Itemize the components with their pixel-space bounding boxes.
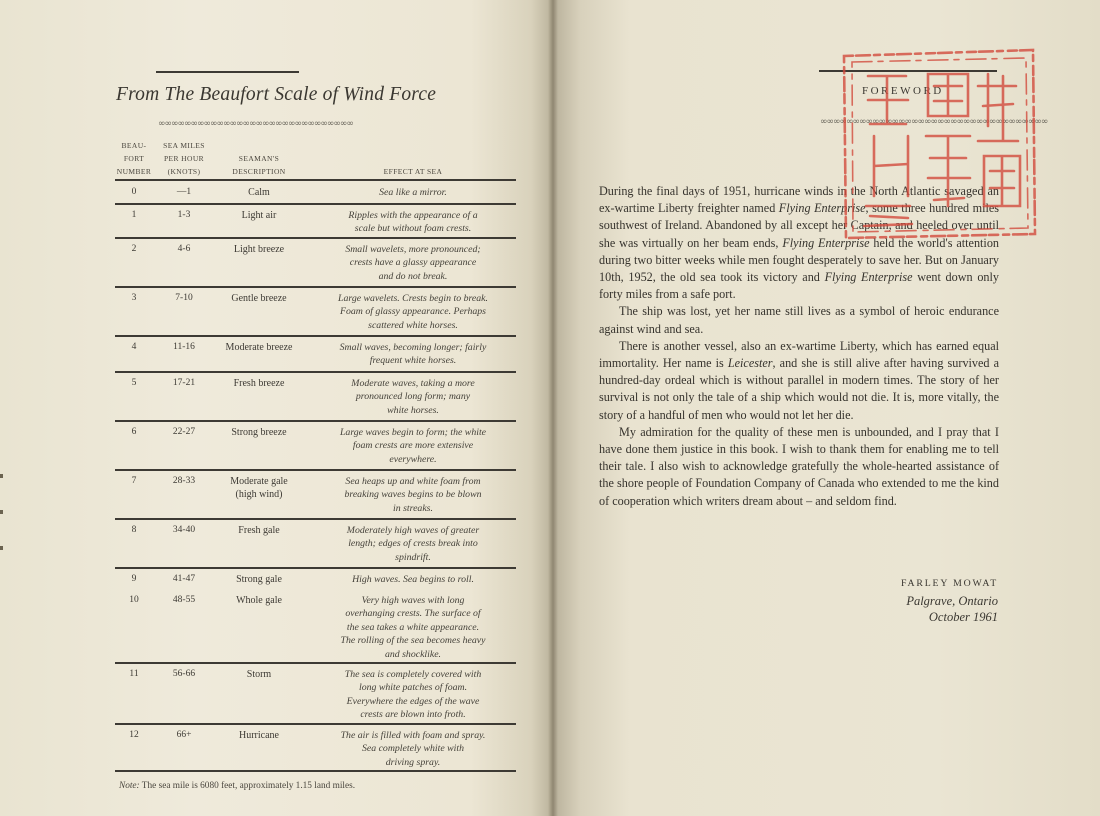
knots-value: 48-55 [172,595,196,605]
table-row [115,288,516,337]
knots-value: 11-16 [173,342,195,352]
table-note [119,781,355,791]
knots-value: 28-33 [172,476,196,486]
effect-at-sea-line: driving spray. [385,756,441,768]
note-label: Note: [119,781,140,791]
effect-at-sea-line: frequent white horses. [369,355,457,367]
seaman-description-line: Fresh breeze [233,378,285,389]
header-knots-line: PER HOUR [163,154,205,163]
effect-at-sea [315,573,511,586]
knots-value: 56-66 [172,669,196,679]
seaman-description-line: Storm [246,669,272,680]
header-knots-line: SEA MILES [163,141,205,150]
header-effect: EFFECT AT SEA [383,167,443,176]
beaufort-number: 7 [131,476,137,486]
effect-at-sea-line: scattered white horses. [368,319,458,331]
row-divider [115,770,516,772]
paragraph-text: There is another vessel, also an ex-wartime Liberty, which has earned equal immortality. Her name is [599,338,999,371]
effect-at-sea-line: length; edges of crests break into [348,538,478,550]
note-text: The sea mile is 6080 feet, approximately 1.15 land miles. [139,781,356,791]
table-row [115,182,516,205]
effect-at-sea [315,524,511,564]
effect-at-sea-line: Small waves, becoming longer; fairly [339,342,487,353]
red-seal-stamp-icon [838,46,1038,240]
table-row [115,664,516,725]
knots-value: 34-40 [172,525,196,535]
header-knots-line: (KNOTS) [167,167,201,176]
knots-value: 7-10 [175,293,193,303]
effect-at-sea [315,341,511,368]
page-edge-mark [0,510,3,514]
header-number-line: BEAU- [121,141,147,150]
seaman-description [211,186,307,199]
seaman-description [211,377,307,390]
seaman-description [211,475,307,502]
beaufort-number: 11 [129,669,139,679]
signature-date: October 1961 [928,610,998,624]
effect-at-sea-line: Large wavelets. Crests begin to break. [338,293,488,304]
page-edge-mark [0,474,3,478]
seaman-description-line: Light air [241,210,277,221]
seaman-description-line: Whole gale [236,595,282,606]
effect-at-sea-line: white horses. [387,404,439,416]
effect-at-sea-line: Large waves begin to form; the white [339,427,487,438]
ship-name: Flying Enterprise [824,270,913,285]
effect-at-sea-line: The rolling of the sea becomes heavy [340,635,486,647]
effect-at-sea-line: Moderately high waves of greater [346,525,480,536]
title-rule [156,71,299,73]
effect-at-sea-line: in streaks. [393,502,433,514]
effect-at-sea-line: everywhere. [389,453,437,465]
effect-at-sea-line: pronounced long form; many [355,391,471,403]
ornament-divider-icon: ∞∞∞∞∞∞∞∞∞∞∞∞∞∞∞∞∞∞∞∞∞∞∞∞∞∞∞∞∞∞ [158,119,353,129]
seaman-description [211,243,307,256]
seaman-description [211,341,307,354]
effect-at-sea-line: the sea takes a white appearance. [346,621,480,633]
seaman-description-line: Moderate gale [230,476,288,487]
effect-at-sea-line: High waves. Sea begins to roll. [352,574,474,585]
effect-at-sea-line: long white patches of foam. [358,682,468,694]
effect-at-sea [315,186,511,199]
header-number-line: FORT [123,154,145,163]
signature-name: FARLEY MOWAT [901,578,998,589]
knots-value: 4-6 [177,244,191,254]
header-rule [115,179,516,181]
table-row [115,373,516,422]
paragraph-text: The ship was lost, yet her name still lives as a symbol of heroic endurance against wind and sea. [599,304,999,336]
paragraph-text: , some three hundred miles southwest of Ireland. Abandoned by all except her Captain, and heeled over until she was virtually on her beam ends, [599,201,999,250]
beaufort-number: 4 [131,342,137,352]
knots-value: 1-3 [177,210,191,220]
effect-at-sea [315,292,511,332]
beaufort-number: 10 [129,595,139,605]
beaufort-number: 12 [129,730,139,740]
effect-at-sea-line: Sea like a mirror. [379,187,447,198]
ship-name: Flying Enterprise [782,235,870,250]
effect-at-sea [315,426,511,466]
knots-value: —1 [176,187,192,197]
foreword-paragraph [599,338,999,424]
effect-at-sea-line: The air is filled with foam and spray. [340,730,486,741]
table-row [115,471,516,520]
seaman-description-line: Calm [248,187,270,198]
effect-at-sea [315,377,511,417]
table-row [115,520,516,569]
effect-at-sea-line: The sea is completely covered with [344,669,482,680]
seaman-description-line: Hurricane [239,730,279,741]
effect-at-sea-line: Foam of glassy appearance. Perhaps [340,306,486,318]
ornament-divider-icon: ∞∞∞∞∞∞∞∞∞∞∞∞∞∞∞∞∞∞∞∞∞∞∞∞∞∞∞∞∞∞∞∞∞∞∞ [820,117,1048,127]
effect-at-sea [315,243,511,283]
effect-at-sea-line: spindrift. [395,551,431,563]
seaman-description [211,668,307,681]
header-description-line: SEAMAN'S [238,154,280,163]
beaufort-number: 8 [131,525,137,535]
table-row [115,725,516,772]
paragraph-text: During the final days of 1951, hurricane winds in the North Atlantic savaged an ex-wartime Liberty freighter named [599,184,999,216]
seaman-description [211,426,307,439]
knots-value: 66+ [176,730,192,740]
effect-at-sea-line: Sea heaps up and white foam from [345,476,481,487]
header-number-line: NUMBER [116,167,152,176]
effect-at-sea-line: breaking waves begins to be blown [344,489,482,501]
table-row [115,590,516,664]
foreword-paragraph [599,424,999,510]
effect-at-sea [315,668,511,722]
beaufort-title: From The Beaufort Scale of Wind Force [116,84,437,105]
effect-at-sea-line: Very high waves with long [361,595,465,606]
effect-at-sea-line: Ripples with the appearance of a [348,210,478,221]
effect-at-sea-line: crests are blown into froth. [360,709,466,721]
beaufort-number: 6 [131,427,137,437]
table-row [115,422,516,471]
beaufort-number: 1 [131,210,137,220]
beaufort-number: 5 [131,378,137,388]
ship-name: Flying Enterprise [778,201,866,216]
effect-at-sea-line: and shocklike. [384,648,442,660]
paragraph-text: My admiration for the quality of these men is unbounded, and I pray that I have done them justice in this book. I wish to thank them for enabling me to tell their tale. I also wish to acknowledge gratefully the whole-hearted assistance of the shore people of Foundation Company of Canada who extended to me the kind of cooperation which writers dream about – and seldom find. [599,424,999,508]
beaufort-number: 9 [131,574,137,584]
foreword-paragraph [599,303,999,337]
seaman-description [211,292,307,305]
seaman-description [211,524,307,537]
page-edge-mark [0,546,3,550]
effect-at-sea [315,729,511,769]
foreword-title: FOREWORD [862,85,944,97]
header-description [211,152,307,178]
paragraph-text: , and she is still alive after having survived a hundred-day ordeal which is without parallel in modern times. The story of her survival is not only the tale of a ship which would not die. It is, more vitally, the story of a handful of men who would not let her die. [599,356,999,422]
table-row [115,569,516,590]
paragraph-text: held the world's attention during two bitter weeks while men fought desperately to save her. But on January 10th, 1952, the old sea took its victory and [599,235,1000,285]
effect-at-sea-line: Moderate waves, taking a more [351,378,475,389]
table-row [115,239,516,288]
effect-at-sea-line: scale but without foam crests. [354,223,472,235]
effect-at-sea [315,209,511,236]
table-row [115,337,516,373]
paragraph-text: went down only forty miles from a safe port. [599,270,999,302]
knots-value: 17-21 [172,378,196,388]
seaman-description-line: Strong breeze [231,427,287,438]
beaufort-number: 2 [131,244,137,254]
effect-at-sea [315,594,511,661]
seaman-description-line: Light breeze [233,244,285,255]
header-description-line: DESCRIPTION [232,167,286,176]
header-number [115,139,153,178]
effect-at-sea-line: Sea completely white with [361,743,465,755]
seaman-description-line: (high wind) [235,489,283,501]
seaman-description [211,573,307,586]
beaufort-number: 3 [131,293,137,303]
beaufort-number: 0 [131,187,137,197]
seaman-description [211,209,307,222]
signature-place: Palgrave, Ontario [906,594,998,608]
seaman-description [211,594,307,607]
effect-at-sea-line: crests have a glassy appearance [349,257,477,269]
seaman-description-line: Gentle breeze [231,293,287,304]
knots-value: 22-27 [172,427,196,437]
ship-name: Leicester [727,356,773,371]
effect-at-sea-line: Small wavelets, more pronounced; [345,244,481,255]
effect-at-sea-line: foam crests are more extensive [352,440,474,452]
effect-at-sea [315,475,511,515]
effect-at-sea-line: overhanging crests. The surface of [345,608,481,620]
seaman-description-line: Strong gale [236,574,282,585]
seaman-description-line: Moderate breeze [225,342,293,353]
effect-at-sea-line: and do not break. [378,270,448,282]
header-knots [153,139,215,178]
seaman-description [211,729,307,742]
book-gutter [548,0,558,816]
table-row [115,205,516,239]
effect-at-sea-line: Everywhere the edges of the wave [346,695,480,707]
knots-value: 41-47 [172,574,196,584]
seaman-description-line: Fresh gale [238,525,280,536]
